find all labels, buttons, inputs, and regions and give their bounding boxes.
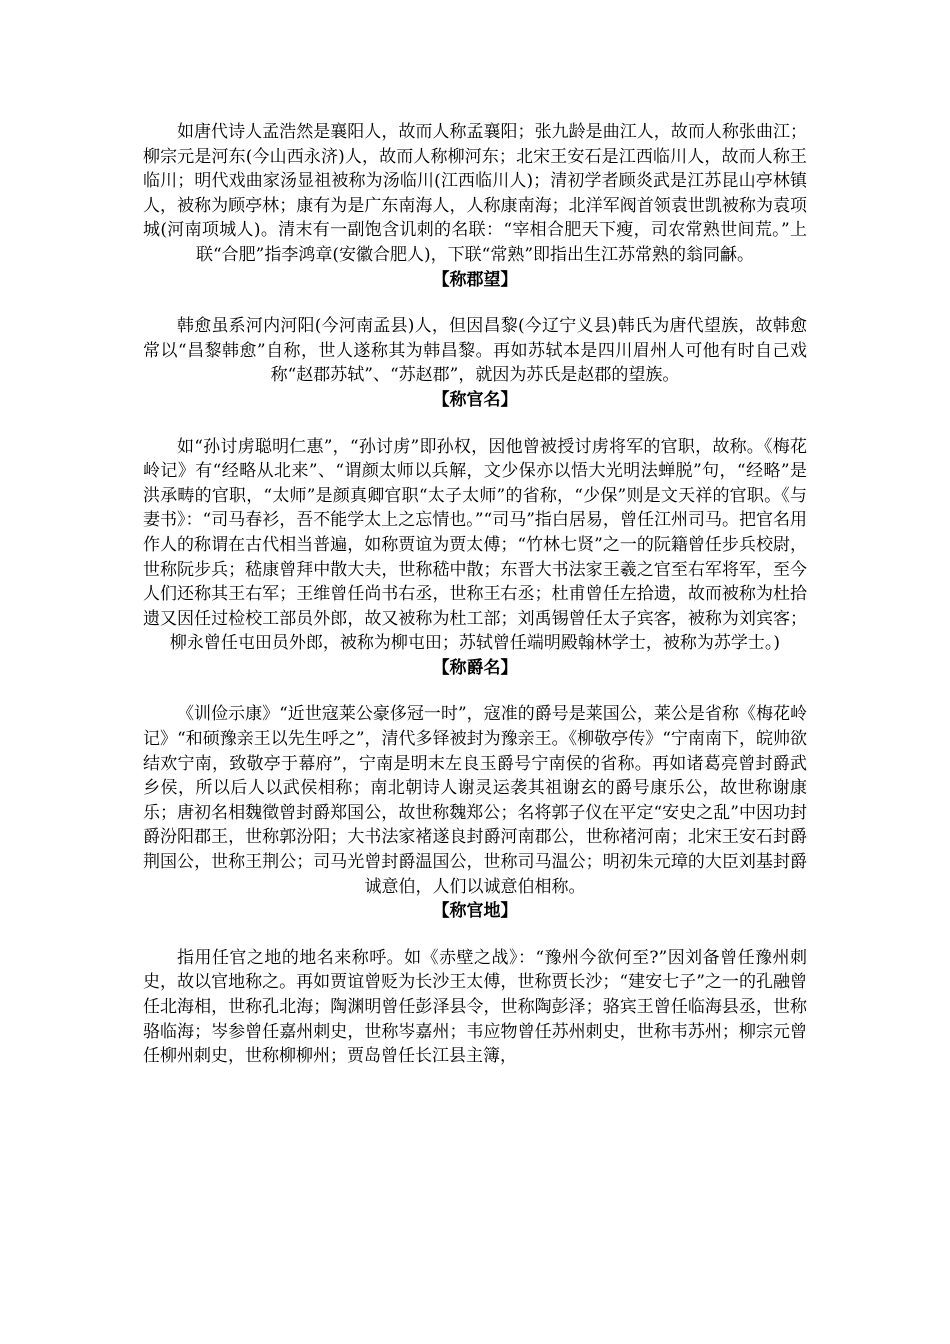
- heading-guanming: 【称官名】: [432, 389, 518, 410]
- heading-guandi: 【称官地】: [432, 901, 518, 922]
- document-page: [143, 120, 807, 1069]
- heading-jueming: 【称爵名】: [432, 657, 518, 678]
- paragraph-jueming: 《训俭示康》“近世寇莱公豪侈冠一时”，寇准的爵号是莱国公，莱公是省称《梅花岭记》“和硕豫亲王以先生呼之”，清代多铎被封为豫亲王。《柳敬亭传》“宁南南下，皖帅欲结欢宁南，致敬亭于幕府”，宁南是明末左良玉爵号宁南侯的省称。再如诸葛亮曾封爵武乡侯，所以后人以武侯相称；南北朝诗人谢灵运袭其祖谢玄的爵号康乐公，故世称谢康乐；唐初名相魏徵曾封爵郑国公，故世称魏郑公；名将郭子仪在平定“安史之乱”中因功封爵汾阳郡王，世称郭汾阳；大书法家褚遂良封爵河南郡公，世称褚河南；北宋王安石封爵荆国公，世称王荆公；司马光曾封爵温国公，世称司马温公；明初朱元璋的大臣刘基封爵诚意伯，人们以诚意伯相称。: [143, 704, 807, 897]
- paragraph-origin-place: 如唐代诗人孟浩然是襄阳人，故而人称孟襄阳；张九龄是曲江人，故而人称张曲江；柳宗元是河东(今山西永济)人，故而人称柳河东；北宋王安石是江西临川人，故而人称王临川；明代戏曲家汤显祖被称为汤临川(江西临川人)；清初学者顾炎武是江苏昆山亭林镇人，被称为顾亭林；康有为是广东南海人，人称康南海；北洋军阀首领袁世凯被称为袁项城(河南项城人)。清末有一副饱含讥刺的名联：“宰相合肥天下瘦，司农常熟世间荒。”上联“合肥”指李鸿章(安徽合肥人)，下联“常熟”即指出生江苏常熟的翁同龢。: [143, 122, 807, 265]
- paragraph-guandi: 指用任官之地的地名来称呼。如《赤壁之战》：“豫州今欲何至?”因刘备曾任豫州刺史，故以官地称之。再如贾谊曾贬为长沙王太傅，世称贾长沙；“建安七子”之一的孔融曾任北海相，世称孔北海；陶渊明曾任彭泽县令，世称陶彭泽；骆宾王曾任临海县丞，世称骆临海；岑参曾任嘉州刺史，世称岑嘉州；韦应物曾任苏州刺史，世称韦苏州；柳宗元曾任柳州刺史，世称柳柳州；贾岛曾任长江县主簿，: [143, 947, 807, 1067]
- section-gap: [143, 680, 807, 702]
- section-gap: [143, 413, 807, 435]
- paragraph-junwang: 韩愈虽系河内河阳(今河南孟县)人，但因昌黎(今辽宁义县)韩氏为唐代望族，故韩愈常以“昌黎韩愈”自称，世人遂称其为韩昌黎。再如苏轼本是四川眉州人可他有时自己戏称“赵郡苏轼”、“苏赵郡”，就因为苏氏是赵郡的望族。: [143, 316, 807, 386]
- section-gap: [143, 924, 807, 946]
- paragraph-guanming: 如“孙讨虏聪明仁惠”，“孙讨虏”即孙权，因他曾被授讨虏将军的官职，故称。《梅花岭记》有“经略从北来”、“谓颜太师以兵解，文少保亦以悟大光明法蝉脱”句，“经略”是洪承畴的官职，“太师”是颜真卿官职“太子太师”的省称，“少保”则是文天祥的官职。《与妻书》：“司马春衫，吾不能学太上之忘情也。”“司马”指白居易，曾任江州司马。把官名用作人的称谓在古代相当普遍，如称贾谊为贾太傅；“竹林七贤”之一的阮籍曾任步兵校尉，世称阮步兵；嵇康曾拜中散大夫，世称嵇中散；东晋大书法家王羲之官至右军将军，至今人们还称其王右军；王维曾任尚书右丞，世称王右丞；杜甫曾任左拾遗，故而被称为杜拾遗又因任过检校工部员外郎，故又被称为杜工部；刘禹锡曾任太子宾客，被称为刘宾客；柳永曾任屯田员外郎，被称为柳屯田；苏轼曾任端明殿翰林学士，被称为苏学士。): [143, 436, 807, 654]
- section-gap: [143, 292, 807, 314]
- heading-junwang: 【称郡望】: [432, 269, 518, 290]
